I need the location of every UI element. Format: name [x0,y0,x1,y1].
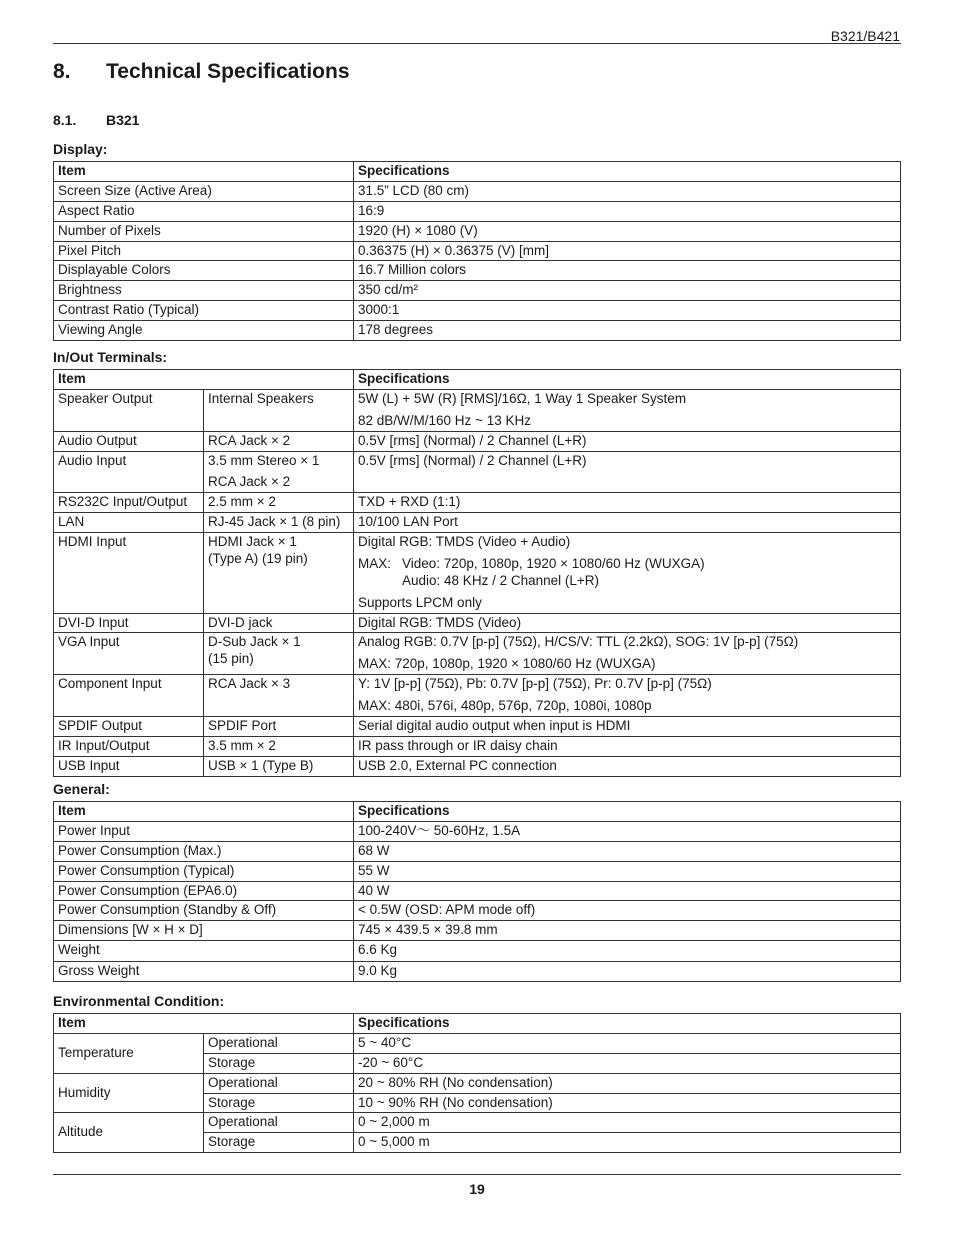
spec-line: Video: 720p, 1080p, 1920 × 1080/60 Hz (WUXGA) [402,555,705,571]
spec-cell: 100-240V〜 50-60Hz, 1.5A [354,821,901,841]
sub-item-cell [204,633,354,675]
spec-cell [354,389,901,431]
item-cell: Displayable Colors [54,261,354,281]
header-specifications: Specifications [354,162,901,182]
subsection-number: 8.1. [53,112,77,128]
spec-line: MAX: 480i, 576i, 480p, 576p, 720p, 1080i, 1080p [358,698,652,713]
environment-label: Environmental Condition: [53,993,225,1009]
table-row [54,181,901,201]
header-item: Item [54,802,354,822]
item-cell: RS232C Input/Output [54,493,204,513]
spec-cell: 6.6 Kg [354,941,901,962]
spec-line: Supports LPCM only [358,594,482,610]
sub-item-cell: Storage [204,1053,354,1073]
item-cell: Screen Size (Active Area) [54,181,354,201]
spec-cell: 16:9 [354,201,901,221]
spec-line: 82 dB/W/M/160 Hz ~ 13 KHz [358,412,531,428]
table-header-row [54,370,901,390]
spec-cell: Digital RGB: TMDS (Video) [354,613,901,633]
spec-cell: USB 2.0, External PC connection [354,756,901,776]
header-item: Item [54,1014,354,1034]
spec-cell: 5 ~ 40°C [354,1033,901,1053]
spec-cell: 178 degrees [354,321,901,341]
spec-line: Analog RGB: 0.7V [p-p] (75Ω), H/CS/V: TTL (2.2kΩ), SOG: 1V [p-p] (75Ω) [358,634,799,650]
spec-cell: 3000:1 [354,301,901,321]
spec-cell: 10 ~ 90% RH (No condensation) [354,1093,901,1113]
item-cell: Power Consumption (Typical) [54,861,354,881]
table-row [54,613,901,633]
spec-cell [354,633,901,675]
spec-cell: 0.5V [rms] (Normal) / 2 Channel (L+R) [354,431,901,451]
spec-cell: 40 W [354,881,901,901]
item-cell: USB Input [54,756,204,776]
sub-item-line: RCA Jack × 2 [208,474,291,490]
table-row [54,431,901,451]
table-row [54,513,901,533]
spec-cell: 10/100 LAN Port [354,513,901,533]
spec-cell: 68 W [354,841,901,861]
item-cell: VGA Input [54,633,204,675]
sub-item-cell: 3.5 mm × 2 [204,736,354,756]
spec-cell: < 0.5W (OSD: APM mode off) [354,901,901,921]
display-table [53,161,901,341]
environment-table [53,1013,901,1153]
sub-item-cell: Operational [204,1073,354,1093]
header-specifications: Specifications [354,802,901,822]
table-row [54,756,901,776]
table-row [54,1033,901,1053]
general-table [53,801,901,982]
sub-item-cell: Storage [204,1133,354,1153]
table-row [54,716,901,736]
table-row [54,1073,901,1093]
sub-item-cell: RCA Jack × 3 [204,675,354,717]
spec-cell: 0 ~ 5,000 m [354,1133,901,1153]
document-model-header: B321/B421 [830,28,900,44]
spec-cell: 745 × 439.5 × 39.8 mm [354,921,901,941]
header-specifications: Specifications [354,370,901,390]
spec-cell: 31.5” LCD (80 cm) [354,181,901,201]
table-row [54,301,901,321]
spec-cell: 0.5V [rms] (Normal) / 2 Channel (L+R) [354,451,901,493]
sub-item-cell [204,533,354,614]
item-cell: Component Input [54,675,204,717]
spec-line: Audio: 48 KHz / 2 Channel (L+R) [402,572,599,588]
max-label: MAX: [358,555,392,571]
max-values [402,556,705,590]
item-cell: Aspect Ratio [54,201,354,221]
table-row [54,941,901,962]
spec-cell: TXD + RXD (1:1) [354,493,901,513]
spec-cell: 0 ~ 2,000 m [354,1113,901,1133]
item-cell: Gross Weight [54,962,354,982]
sub-item-cell: DVI-D jack [204,613,354,633]
spec-cell: Serial digital audio output when input is HDMI [354,716,901,736]
item-cell: HDMI Input [54,533,204,614]
item-cell: Power Consumption (EPA6.0) [54,881,354,901]
sub-item-cell: RJ-45 Jack × 1 (8 pin) [204,513,354,533]
table-row [54,241,901,261]
sub-item-cell: RCA Jack × 2 [204,431,354,451]
spec-max-block [358,556,896,590]
table-row [54,221,901,241]
table-row [54,921,901,941]
subsection-title-text: B321 [106,112,140,128]
item-cell: SPDIF Output [54,716,204,736]
item-cell: Pixel Pitch [54,241,354,261]
spec-line: 5W (L) + 5W (R) [RMS]/16Ω, 1 Way 1 Speaker System [358,390,687,406]
table-row [54,821,901,841]
spec-cell: 1920 (H) × 1080 (V) [354,221,901,241]
item-cell: IR Input/Output [54,736,204,756]
table-row [54,201,901,221]
spec-line: MAX: 720p, 1080p, 1920 × 1080/60 Hz (WUXGA) [358,656,656,672]
header-specifications: Specifications [354,1014,901,1034]
item-cell: Audio Output [54,431,204,451]
sub-item-line: (Type A) (19 pin) [208,550,308,566]
sub-item-cell: USB × 1 (Type B) [204,756,354,776]
spec-cell [354,675,901,717]
io-label: In/Out Terminals: [53,349,168,365]
sub-item-cell: Operational [204,1113,354,1133]
spec-cell: 20 ~ 80% RH (No condensation) [354,1073,901,1093]
header-item: Item [54,370,354,390]
table-row [54,451,901,493]
table-row [54,321,901,341]
page-number: 19 [469,1181,485,1197]
general-label: General: [53,781,110,797]
header-item: Item [54,162,354,182]
item-cell: Audio Input [54,451,204,493]
section-number: 8. [53,60,71,83]
header-rule [53,43,901,44]
spec-cell: 0.36375 (H) × 0.36375 (V) [mm] [354,241,901,261]
section-title-text: Technical Specifications [106,60,350,83]
item-cell: Viewing Angle [54,321,354,341]
table-row [54,1113,901,1133]
table-row [54,841,901,861]
item-cell: Speaker Output [54,389,204,431]
item-cell: Power Consumption (Standby & Off) [54,901,354,921]
table-row [54,493,901,513]
sub-item-cell: Storage [204,1093,354,1113]
table-header-row [54,802,901,822]
item-cell: Brightness [54,281,354,301]
display-label: Display: [53,141,108,157]
subsection-title [53,112,139,128]
table-row [54,633,901,675]
sub-item-line: HDMI Jack × 1 [208,534,297,549]
sub-item-line: D-Sub Jack × 1 [208,634,301,650]
spec-cell: 9.0 Kg [354,962,901,982]
table-row [54,736,901,756]
table-row [54,861,901,881]
item-cell: Number of Pixels [54,221,354,241]
spec-line: Y: 1V [p-p] (75Ω), Pb: 0.7V [p-p] (75Ω), Pr: 0.7V [p-p] (75Ω) [358,676,712,692]
item-cell: Temperature [54,1033,204,1073]
section-title [53,60,350,84]
spec-cell: 350 cd/m² [354,281,901,301]
spec-cell: -20 ~ 60°C [354,1053,901,1073]
item-cell: Altitude [54,1113,204,1153]
item-cell: DVI-D Input [54,613,204,633]
table-row [54,881,901,901]
item-cell: Power Consumption (Max.) [54,841,354,861]
sub-item-cell: Internal Speakers [204,389,354,431]
sub-item-cell: Operational [204,1033,354,1053]
item-cell: Weight [54,941,354,962]
spec-line: Digital RGB: TMDS (Video + Audio) [358,534,571,549]
item-cell: LAN [54,513,204,533]
table-row [54,533,901,614]
spec-cell: 55 W [354,861,901,881]
item-cell: Dimensions [W × H × D] [54,921,354,941]
spec-cell: IR pass through or IR daisy chain [354,736,901,756]
table-header-row [54,162,901,182]
table-row [54,261,901,281]
sub-item-line: 3.5 mm Stereo × 1 [208,452,320,468]
footer-rule [53,1174,901,1175]
table-row [54,962,901,982]
table-row [54,901,901,921]
spec-cell: 16.7 Million colors [354,261,901,281]
item-cell: Humidity [54,1073,204,1113]
sub-item-cell [204,451,354,493]
sub-item-cell: SPDIF Port [204,716,354,736]
table-row [54,281,901,301]
sub-item-line: (15 pin) [208,651,254,667]
spec-cell [354,533,901,614]
table-header-row [54,1014,901,1034]
table-row [54,389,901,431]
io-table [53,369,901,777]
sub-item-cell: 2.5 mm × 2 [204,493,354,513]
table-row [54,675,901,717]
item-cell: Contrast Ratio (Typical) [54,301,354,321]
item-cell: Power Input [54,821,354,841]
